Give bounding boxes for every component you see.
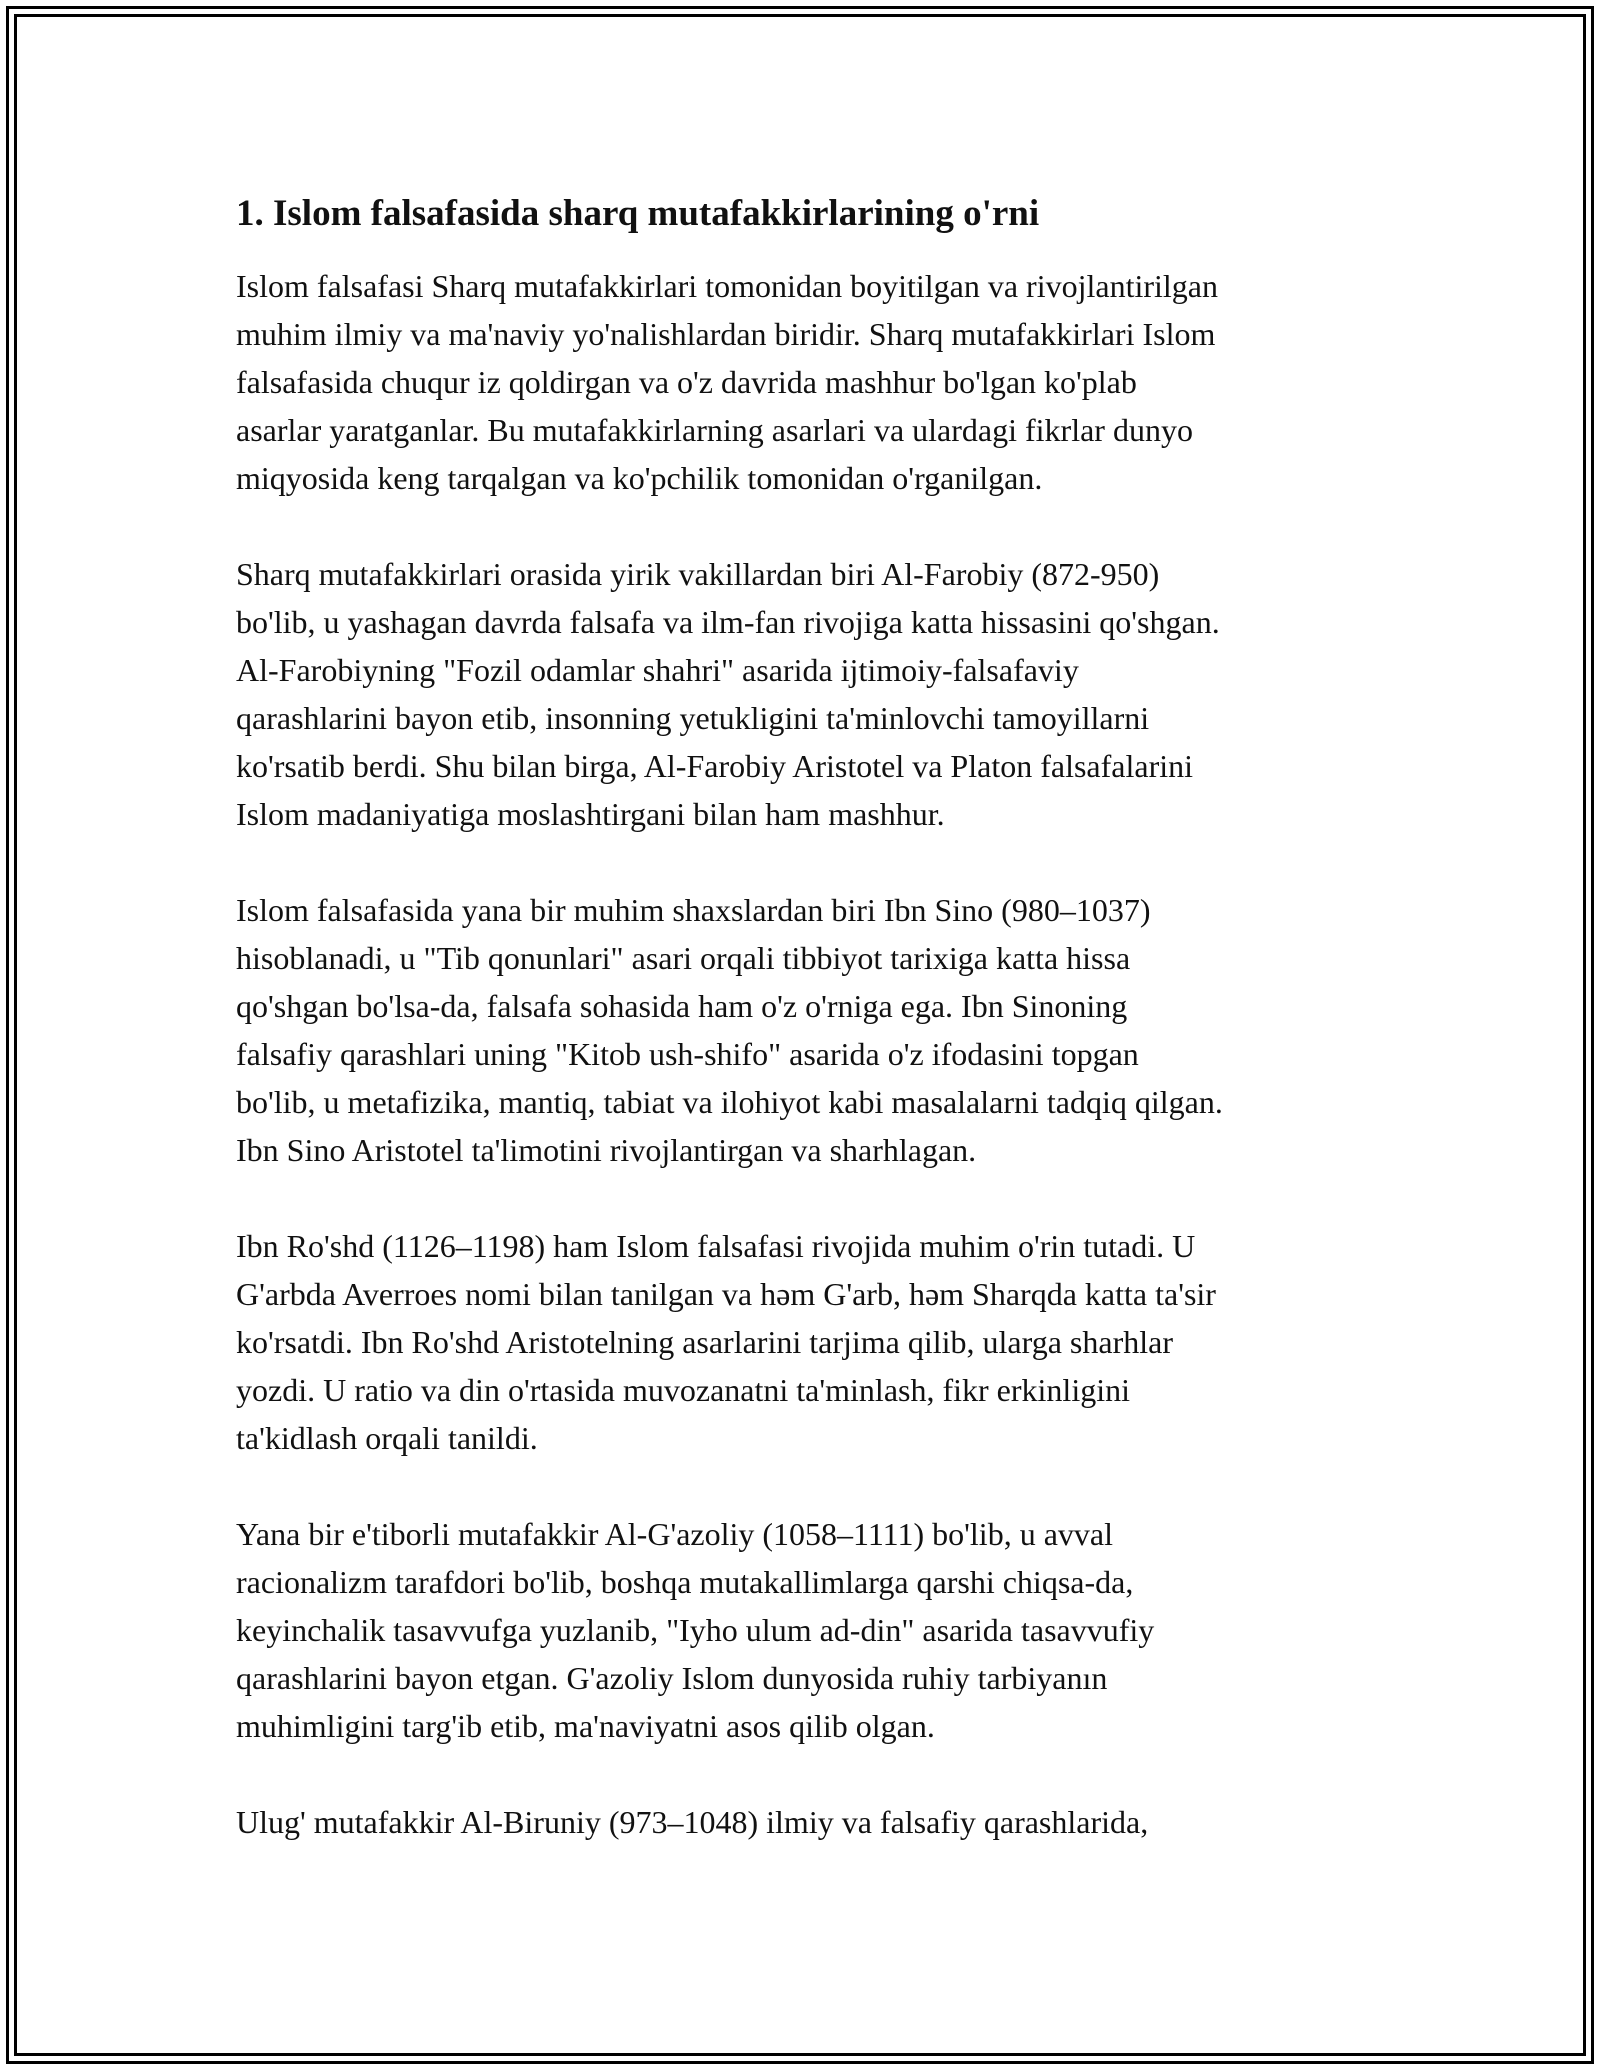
text-line: yozdi. U ratio va din o'rtasida muvozanatni ta'minlash, fikr erkinligini: [236, 1372, 1130, 1408]
text-line: qarashlarini bayon etgan. G'azoliy Islom dunyosida ruhiy tarbiyanın: [236, 1660, 1108, 1696]
text-line: G'arbda Averroes nomi bilan tanilgan va həm G'arb, həm Sharqda katta ta'sir: [236, 1276, 1216, 1312]
text-line: Al-Farobiyning "Fozil odamlar shahri" asarida ijtimoiy-falsafaviy: [236, 652, 1079, 688]
text-line: falsafasida chuqur iz qoldirgan va o'z davrida mashhur bo'lgan ko'plab: [236, 364, 1137, 400]
text-line: asarlar yaratganlar. Bu mutafakkirlarning asarlari va ulardagi fikrlar dunyo: [236, 412, 1193, 448]
document-body: [236, 188, 1376, 1894]
text-line: Ibn Ro'shd (1126–1198) ham Islom falsafasi rivojida muhim o'rin tutadi. U: [236, 1228, 1196, 1264]
section-heading: 1. Islom falsafasida sharq mutafakkirlarining o'rni: [236, 193, 1040, 234]
text-line: Islom falsafasi Sharq mutafakkirlari tomonidan boyitilgan va rivojlantirilgan: [236, 268, 1218, 304]
paragraph-ibn-roshd: [236, 1222, 1376, 1462]
text-line: Islom madaniyatiga moslashtirgani bilan ham mashhur.: [236, 796, 945, 832]
text-line: keyinchalik tasavvufga yuzlanib, "Iyho ulum ad-din" asarida tasavvufiy: [236, 1612, 1155, 1648]
text-line: Islom falsafasida yana bir muhim shaxslardan biri Ibn Sino (980–1037): [236, 892, 1151, 928]
text-line: Ibn Sino Aristotel ta'limotini rivojlantirgan va sharhlagan.: [236, 1132, 977, 1168]
text-line: bo'lib, u metafizika, mantiq, tabiat va ilohiyot kabi masalalarni tadqiq qilgan.: [236, 1084, 1223, 1120]
text-line: ko'rsatdi. Ibn Ro'shd Aristotelning asarlarini tarjima qilib, ularga sharhlar: [236, 1324, 1173, 1360]
text-line: Yana bir e'tiborli mutafakkir Al-G'azoliy (1058–1111) bo'lib, u avval: [236, 1516, 1113, 1552]
text-line: ta'kidlash orqali tanildi.: [236, 1420, 538, 1456]
text-line: bo'lib, u yashagan davrda falsafa va ilm-fan rivojiga katta hissasini qo'shgan.: [236, 604, 1220, 640]
text-line: hisoblanadi, u "Tib qonunlari" asari orqali tibbiyot tarixiga katta hissa: [236, 940, 1131, 976]
text-line: muhimligini targ'ib etib, ma'naviyatni asos qilib olgan.: [236, 1708, 935, 1744]
text-line: Sharq mutafakkirlari orasida yirik vakillardan biri Al-Farobiy (872-950): [236, 556, 1160, 592]
paragraph-intro: [236, 262, 1376, 502]
text-line: qo'shgan bo'lsa-da, falsafa sohasida ham o'z o'rniga ega. Ibn Sinoning: [236, 988, 1128, 1024]
text-line: miqyosida keng tarqalgan va ko'pchilik tomonidan o'rganilgan.: [236, 460, 1043, 496]
paragraph-al-farobiy: [236, 550, 1376, 838]
paragraph-al-biruniy: [236, 1798, 1376, 1846]
text-line: muhim ilmiy va ma'naviy yo'nalishlardan biridir. Sharq mutafakkirlari Islom: [236, 316, 1216, 352]
paragraph-al-gazoliy: [236, 1510, 1376, 1750]
text-line: qarashlarini bayon etib, insonning yetukligini ta'minlovchi tamoyillarni: [236, 700, 1150, 736]
text-line: racionalizm tarafdori bo'lib, boshqa mutakallimlarga qarshi chiqsa-da,: [236, 1564, 1134, 1600]
paragraph-ibn-sino: [236, 886, 1376, 1174]
text-line: Ulug' mutafakkir Al-Biruniy (973–1048) ilmiy va falsafiy qarashlarida,: [236, 1804, 1149, 1840]
text-line: ko'rsatib berdi. Shu bilan birga, Al-Farobiy Aristotel va Platon falsafalarini: [236, 748, 1193, 784]
text-line: falsafiy qarashlari uning "Kitob ush-shifo" asarida o'z ifodasini topgan: [236, 1036, 1139, 1072]
